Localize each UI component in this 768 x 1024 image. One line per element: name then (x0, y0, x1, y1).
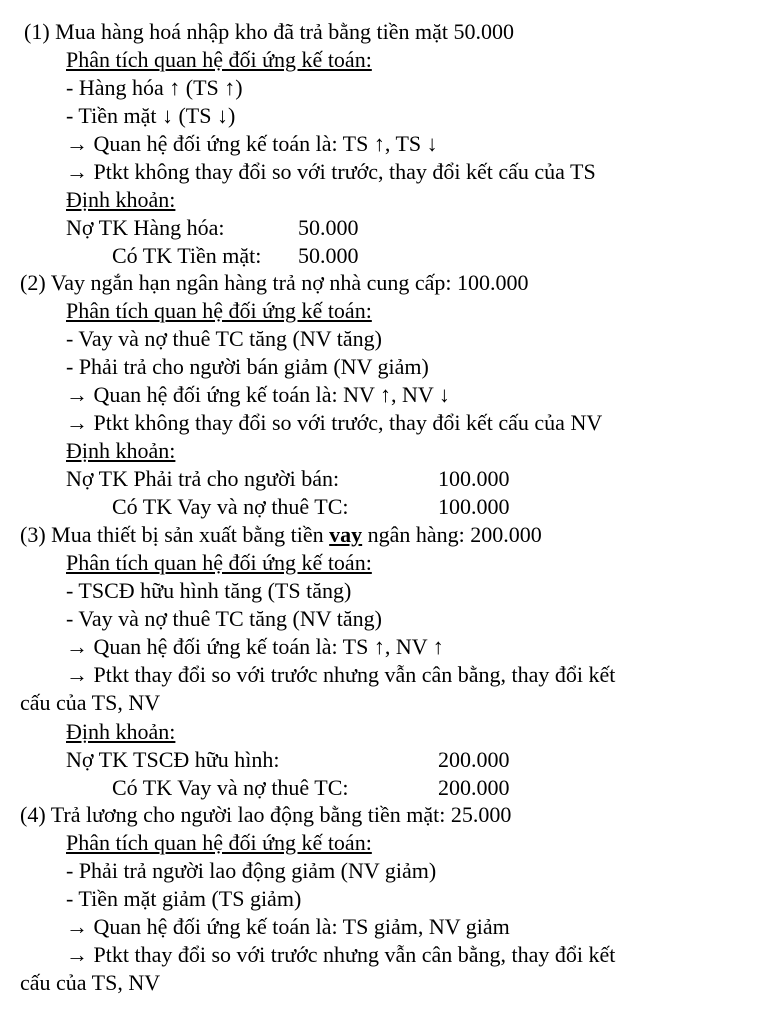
item-3-entry-heading: Định khoản: (66, 719, 176, 744)
item-2-credit-amount: 100.000 (438, 494, 510, 519)
item-1-analysis-heading: Phân tích quan hệ đối ứng kế toán: (66, 47, 372, 72)
item-2-analysis-heading: Phân tích quan hệ đối ứng kế toán: (66, 298, 372, 323)
item-3-debit-amount: 200.000 (438, 747, 510, 772)
item-1-analysis-line: → Quan hệ đối ứng kế toán là: TS ↑, TS ↓ (66, 131, 438, 156)
item-2-debit-label: Nợ TK Phải trả cho người bán: (66, 466, 340, 491)
item-2-credit-label: Có TK Vay và nợ thuê TC: (112, 494, 349, 519)
item-2-debit-amount: 100.000 (438, 466, 510, 491)
item-3-analysis-line: → Ptkt thay đổi so với trước nhưng vẫn cân bằng, thay đổi kết (66, 662, 616, 687)
item-1-analysis-line: → Ptkt không thay đổi so với trước, thay đổi kết cấu của TS (66, 159, 596, 184)
item-3-title-end: ngân hàng: 200.000 (362, 522, 542, 547)
item-4-analysis-line: → Ptkt thay đổi so với trước nhưng vẫn cân bằng, thay đổi kết (66, 942, 616, 967)
item-3-credit-amount: 200.000 (438, 775, 510, 800)
item-1-credit-label: Có TK Tiền mặt: (112, 243, 262, 268)
item-2-analysis-line: - Phải trả cho người bán giảm (NV giảm) (66, 354, 429, 379)
item-1-debit-label: Nợ TK Hàng hóa: (66, 215, 225, 240)
item-4-analysis-line: - Tiền mặt giảm (TS giảm) (66, 886, 302, 911)
item-1-debit-amount: 50.000 (298, 215, 359, 240)
item-3-analysis-line: → Quan hệ đối ứng kế toán là: TS ↑, NV ↑ (66, 634, 444, 659)
item-2-analysis-line: → Quan hệ đối ứng kế toán là: NV ↑, NV ↓ (66, 382, 450, 407)
item-3-credit-label: Có TK Vay và nợ thuê TC: (112, 775, 349, 800)
item-4-analysis-line: - Phải trả người lao động giảm (NV giảm) (66, 858, 437, 883)
item-3-analysis-line: - Vay và nợ thuê TC tăng (NV tăng) (66, 606, 382, 631)
item-2-analysis-line: - Vay và nợ thuê TC tăng (NV tăng) (66, 326, 382, 351)
item-3-title (20, 521, 542, 549)
item-1-analysis-line: - Hàng hóa ↑ (TS ↑) (66, 75, 243, 100)
item-1-title: (1) Mua hàng hoá nhập kho đã trả bằng tiền mặt 50.000 (24, 19, 514, 44)
item-4-analysis-wrap: cấu của TS, NV (20, 970, 161, 995)
item-3-title-start: (3) Mua thiết bị sản xuất bằng tiền (20, 522, 330, 547)
item-3-analysis-heading: Phân tích quan hệ đối ứng kế toán: (66, 550, 372, 575)
item-2-title: (2) Vay ngắn hạn ngân hàng trả nợ nhà cung cấp: 100.000 (20, 270, 529, 295)
item-1-analysis-line: - Tiền mặt ↓ (TS ↓) (66, 103, 236, 128)
item-4-title: (4) Trả lương cho người lao động bằng tiền mặt: 25.000 (20, 802, 512, 827)
item-3-title-emphasis: vay (329, 522, 363, 547)
item-4-analysis-line: → Quan hệ đối ứng kế toán là: TS giảm, NV giảm (66, 914, 510, 939)
item-3-analysis-wrap: cấu của TS, NV (20, 690, 161, 715)
item-1-entry-heading: Định khoản: (66, 187, 176, 212)
item-3-analysis-line: - TSCĐ hữu hình tăng (TS tăng) (66, 578, 352, 603)
item-2-entry-heading: Định khoản: (66, 438, 176, 463)
item-3-debit-label: Nợ TK TSCĐ hữu hình: (66, 747, 280, 772)
item-4-analysis-heading: Phân tích quan hệ đối ứng kế toán: (66, 830, 372, 855)
item-1-credit-amount: 50.000 (298, 243, 359, 268)
item-2-analysis-line: → Ptkt không thay đổi so với trước, thay đổi kết cấu của NV (66, 410, 603, 435)
